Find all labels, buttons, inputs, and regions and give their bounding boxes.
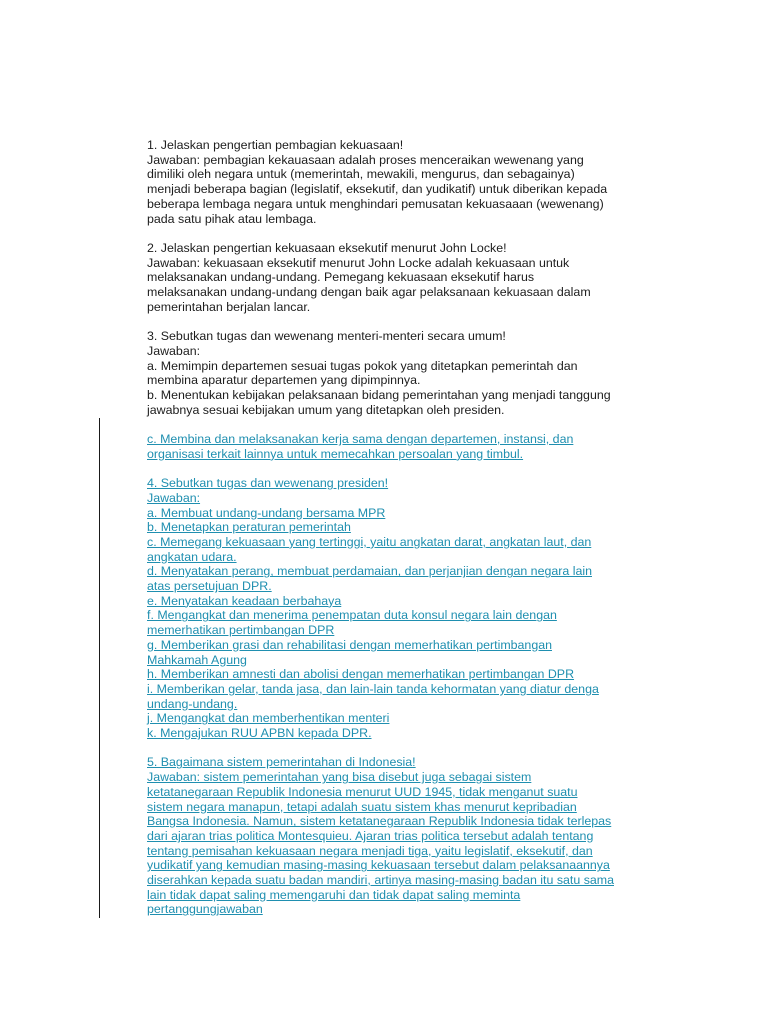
link-line[interactable]: dari ajaran trias politica Montesquieu. Ajaran trias politica tersebut adalah tentang	[147, 828, 594, 843]
text-line: Jawaban:	[147, 343, 201, 358]
text-line: Jawaban: pembagian kekauasaan adalah proses menceraikan wewenang yang	[147, 152, 584, 167]
text-line: 3. Sebutkan tugas dan wewenang menteri-menteri secara umum!	[147, 329, 506, 344]
link-line[interactable]: d. Menyatakan perang, membuat perdamaian, dan perjanjian dengan negara lain	[147, 564, 592, 579]
change-bar	[99, 418, 100, 918]
link-line[interactable]: h. Memberikan amnesti dan abolisi dengan memerhatikan pertimbangan DPR	[147, 667, 575, 682]
text-line: jawabnya sesuai kebijakan umum yang ditetapkan oleh presiden.	[147, 402, 505, 417]
text-line: beberapa lembaga negara untuk menghindari pemusatan kekuasaaan (wewenang)	[147, 196, 604, 211]
link-line[interactable]: ketatanegaraan Republik Indonesia menurut UUD 1945, tidak menganut suatu	[147, 784, 578, 799]
link-line[interactable]: atas persetujuan DPR.	[147, 579, 272, 594]
question-1	[147, 138, 667, 226]
question-2	[147, 241, 667, 315]
link-line[interactable]: f. Mengangkat dan menerima penempatan duta konsul negara lain dengan	[147, 608, 557, 623]
text-line: dimiliki oleh negara untuk (memerintah, mewakili, mengurus, dan sebagainya)	[147, 167, 575, 182]
link-line[interactable]: pertanggungjawaban	[147, 902, 263, 917]
link-line[interactable]: organisasi terkait lainnya untuk memecahkan persoalan yang timbul.	[147, 446, 524, 461]
link-line[interactable]: angkatan udara.	[147, 549, 237, 564]
link-line[interactable]: j. Mengangkat dan memberhentikan menteri	[147, 711, 390, 726]
link-line[interactable]: g. Memberikan grasi dan rehabilitasi dengan memerhatikan pertimbangan	[147, 637, 552, 652]
link-line[interactable]: undang-undang.	[147, 696, 238, 711]
text-line: 1. Jelaskan pengertian pembagian kekuasaan!	[147, 138, 404, 152]
text-line: a. Memimpin departemen sesuai tugas pokok yang ditetapkan pemerintah dan	[147, 358, 578, 373]
paragraph-gap	[147, 314, 667, 329]
text-line: pemerintahan berjalan lancar.	[147, 299, 311, 314]
document-body	[147, 138, 667, 917]
link-line[interactable]: e. Menyatakan keadaan berbahaya	[147, 593, 342, 608]
link-line[interactable]: Bangsa Indonesia. Namun, sistem ketatanegaraan Republik Indonesia tidak terlepas	[147, 814, 612, 829]
link-line[interactable]: 5. Bagaimana sistem pemerintahan di Indonesia!	[147, 755, 416, 770]
text-line: melaksanakan undang-undang dengan baik agar pelaksanaan kekuasaan dalam	[147, 285, 591, 300]
link-line[interactable]: diserahkan kepada suatu badan mandiri, artinya masing-masing badan itu satu sama	[147, 873, 614, 888]
text-line: pada satu pihak atau lembaga.	[147, 211, 317, 226]
text-line: menjadi beberapa bagian (legislatif, eksekutif, dan yudikatif) untuk diberikan kepada	[147, 182, 608, 197]
text-line: Jawaban: kekuasaan eksekutif menurut John Locke adalah kekuasaan untuk	[147, 255, 570, 270]
paragraph-gap	[147, 417, 667, 432]
link-line[interactable]: a. Membuat undang-undang bersama MPR	[147, 505, 386, 520]
question-4[interactable]	[147, 476, 667, 741]
text-line: membina aparatur departemen yang dipimpinnya.	[147, 373, 421, 388]
text-line: b. Menentukan kebijakan pelaksanaan bidang pemerintahan yang menjadi tanggung	[147, 387, 611, 402]
question-3-item-c[interactable]	[147, 432, 667, 461]
link-line[interactable]: memerhatikan pertimbangan DPR	[147, 623, 335, 638]
paragraph-gap	[147, 461, 667, 476]
link-line[interactable]: Jawaban:	[147, 490, 201, 505]
text-line: 2. Jelaskan pengertian kekuasaan eksekutif menurut John Locke!	[147, 240, 507, 255]
link-line[interactable]: i. Memberikan gelar, tanda jasa, dan lain-lain tanda kehormatan yang diatur denga	[147, 681, 599, 696]
text-line: melaksanakan undang-undang. Pemegang kekuasaan eksekutif harus	[147, 270, 535, 285]
paragraph-gap	[147, 226, 667, 241]
link-line[interactable]: Mahkamah Agung	[147, 652, 247, 667]
paragraph-gap	[147, 741, 667, 756]
question-5[interactable]	[147, 755, 667, 917]
question-3	[147, 329, 667, 417]
link-line[interactable]: c. Membina dan melaksanakan kerja sama dengan departemen, instansi, dan	[147, 432, 574, 447]
link-line[interactable]: c. Memegang kekuasaan yang tertinggi, yaitu angkatan darat, angkatan laut, dan	[147, 534, 592, 549]
link-line[interactable]: b. Menetapkan peraturan pemerintah	[147, 520, 351, 535]
link-line[interactable]: lain tidak dapat saling memengaruhi dan tidak dapat saling meminta	[147, 887, 521, 902]
link-line[interactable]: tentang pemisahan kekuasaan negara menjadi tiga, yaitu legislatif, eksekutif, dan	[147, 843, 593, 858]
link-line[interactable]: 4. Sebutkan tugas dan wewenang presiden!	[147, 476, 389, 491]
link-line[interactable]: sistem negara manapun, tetapi adalah suatu sistem khas menurut kepribadian	[147, 799, 577, 814]
link-line[interactable]: Jawaban: sistem pemerintahan yang bisa disebut juga sebagai sistem	[147, 770, 532, 785]
link-line[interactable]: k. Mengajukan RUU APBN kepada DPR.	[147, 726, 372, 741]
link-line[interactable]: yudikatif yang kemudian masing-masing kekuasaan tersebut dalam pelaksanaannya	[147, 858, 610, 873]
